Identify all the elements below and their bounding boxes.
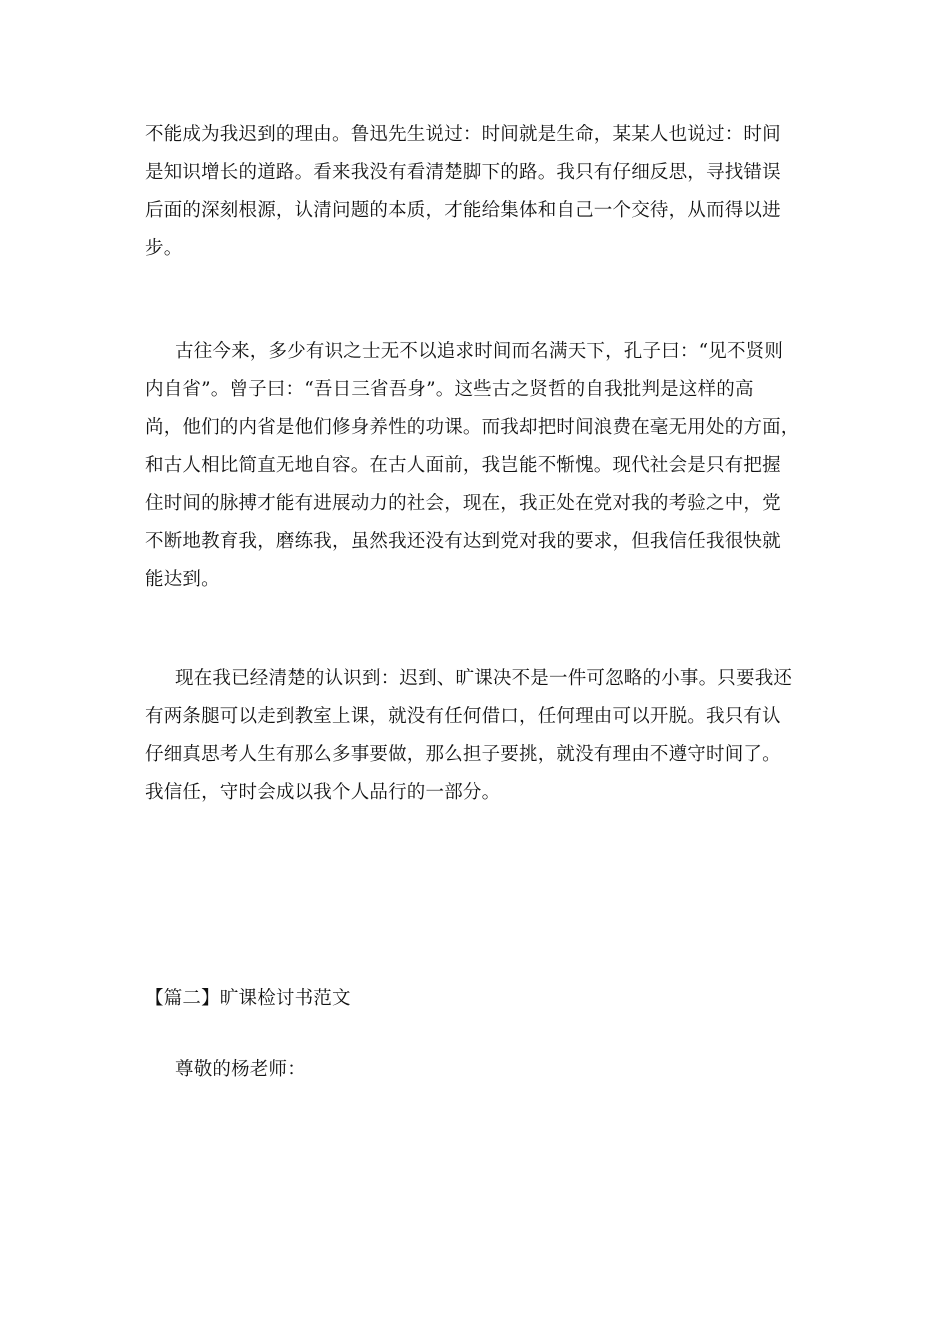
paragraph-3 — [145, 660, 807, 812]
paragraph-line: 能达到。 — [145, 569, 220, 590]
section-heading-text: 【篇二】旷课检讨书范文 — [145, 988, 351, 1009]
paragraph-line: 不能成为我迟到的理由。鲁迅先生说过：时间就是生命，某某人也说过：时间 — [145, 124, 781, 145]
salutation-text: 尊敬的杨老师： — [175, 1059, 306, 1080]
salutation — [145, 1051, 807, 1089]
paragraph-2 — [145, 333, 807, 599]
paragraph-line: 步。 — [145, 238, 183, 259]
paragraph-line: 内自省”。曾子曰：“吾日三省吾身”。这些古之贤哲的自我批判是这样的高 — [145, 379, 754, 400]
paragraph-line: 现在我已经清楚的认识到：迟到、旷课决不是一件可忽略的小事。只要我还 — [175, 668, 793, 689]
paragraph-line: 有两条腿可以走到教室上课，就没有任何借口，任何理由可以开脱。我只有认 — [145, 706, 781, 727]
paragraph-1 — [145, 116, 807, 268]
paragraph-line: 尚，他们的内省是他们修身养性的功课。而我却把时间浪费在毫无用处的方面， — [145, 417, 800, 438]
paragraph-line: 我信任，守时会成以我个人品行的一部分。 — [145, 782, 501, 803]
paragraph-line: 住时间的脉搏才能有进展动力的社会，现在，我正处在党对我的考验之中，党 — [145, 493, 781, 514]
paragraph-line: 仔细真思考人生有那么多事要做，那么担子要挑，就没有理由不遵守时间了。 — [145, 744, 781, 765]
section-heading — [145, 980, 807, 1018]
paragraph-line: 不断地教育我，磨练我，虽然我还没有达到党对我的要求，但我信任我很快就 — [145, 531, 781, 552]
paragraph-line: 古往今来，多少有识之士无不以追求时间而名满天下，孔子曰：“见不贤则 — [175, 341, 784, 362]
paragraph-line: 后面的深刻根源，认清问题的本质，才能给集体和自己一个交待，从而得以进 — [145, 200, 781, 221]
paragraph-line: 和古人相比简直无地自容。在古人面前，我岂能不惭愧。现代社会是只有把握 — [145, 455, 781, 476]
paragraph-line: 是知识增长的道路。看来我没有看清楚脚下的路。我只有仔细反思，寻找错误 — [145, 162, 781, 183]
